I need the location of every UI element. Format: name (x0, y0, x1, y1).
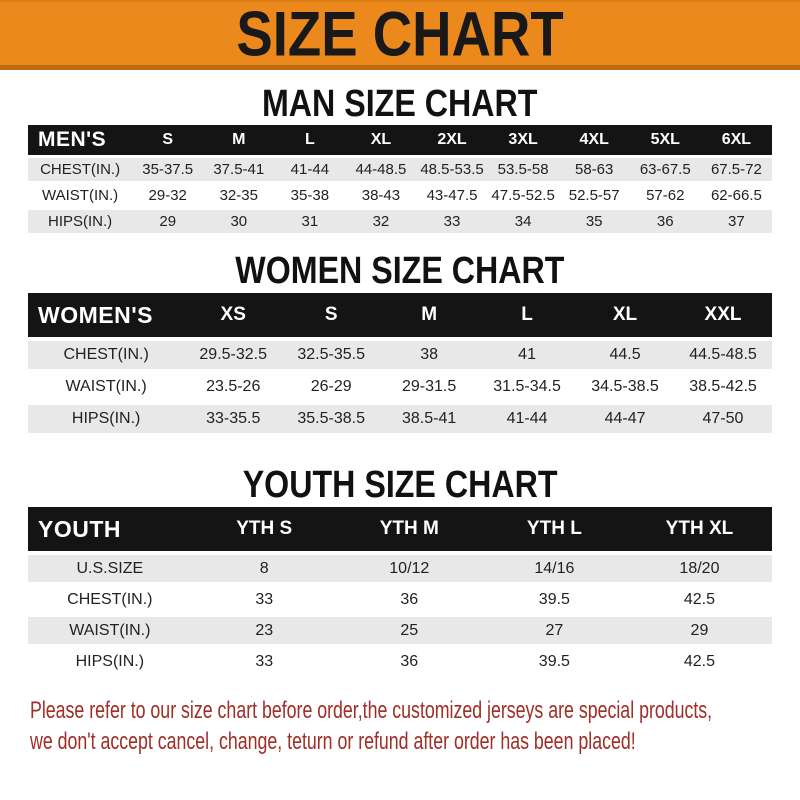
table-header-label: MEN'S (28, 125, 132, 155)
size-value-cell: 10/12 (337, 555, 482, 582)
size-column-header: L (274, 125, 345, 155)
size-value-cell: 14/16 (482, 555, 627, 582)
size-value-cell: 39.5 (482, 586, 627, 613)
measurement-label: HIPS(IN.) (28, 405, 184, 433)
youth-section-title (0, 463, 800, 506)
size-value-cell: 35.5-38.5 (282, 405, 380, 433)
size-value-cell: 29 (132, 210, 203, 233)
size-value-cell: 32.5-35.5 (282, 341, 380, 369)
size-value-cell: 18/20 (627, 555, 772, 582)
size-value-cell: 44-47 (576, 405, 674, 433)
size-column-header: 2XL (416, 125, 487, 155)
size-column-header: 4XL (559, 125, 630, 155)
measurement-row (28, 586, 772, 613)
women-section-title-text: WOMEN SIZE CHART (235, 249, 565, 292)
size-value-cell: 42.5 (627, 586, 772, 613)
size-column-header: YTH S (192, 507, 337, 551)
size-value-cell: 44.5 (576, 341, 674, 369)
table-header-row (28, 293, 772, 337)
size-column-header: S (132, 125, 203, 155)
order-disclaimer (30, 695, 800, 757)
size-value-cell: 33 (416, 210, 487, 233)
measurement-label: WAIST(IN.) (28, 373, 184, 401)
measurement-label: HIPS(IN.) (28, 210, 132, 233)
size-value-cell: 47.5-52.5 (488, 184, 559, 207)
size-value-cell: 47-50 (674, 405, 772, 433)
measurement-label: WAIST(IN.) (28, 184, 132, 207)
measurement-row (28, 373, 772, 401)
size-value-cell: 35-38 (274, 184, 345, 207)
size-column-header: XS (184, 293, 282, 337)
measurement-row (28, 341, 772, 369)
size-value-cell: 67.5-72 (701, 158, 772, 181)
size-column-header: XL (576, 293, 674, 337)
measurement-row (28, 184, 772, 207)
size-value-cell: 37 (701, 210, 772, 233)
size-value-cell: 42.5 (627, 648, 772, 675)
man-section-title (0, 82, 800, 125)
size-value-cell: 58-63 (559, 158, 630, 181)
size-column-header: L (478, 293, 576, 337)
size-value-cell: 29.5-32.5 (184, 341, 282, 369)
size-value-cell: 25 (337, 617, 482, 644)
measurement-label: U.S.SIZE (28, 555, 192, 582)
banner-title: SIZE CHART (236, 0, 564, 70)
size-value-cell: 52.5-57 (559, 184, 630, 207)
size-column-header: S (282, 293, 380, 337)
size-value-cell: 57-62 (630, 184, 701, 207)
size-column-header: XL (345, 125, 416, 155)
size-value-cell: 63-67.5 (630, 158, 701, 181)
size-value-cell: 62-66.5 (701, 184, 772, 207)
size-value-cell: 41 (478, 341, 576, 369)
size-value-cell: 23.5-26 (184, 373, 282, 401)
size-column-header: M (203, 125, 274, 155)
size-value-cell: 38 (380, 341, 478, 369)
size-value-cell: 38.5-41 (380, 405, 478, 433)
table-header-label: WOMEN'S (28, 293, 184, 337)
measurement-row (28, 405, 772, 433)
table-header-row (28, 125, 772, 155)
size-value-cell: 8 (192, 555, 337, 582)
size-column-header: 3XL (488, 125, 559, 155)
size-value-cell: 23 (192, 617, 337, 644)
women-section-title (0, 249, 800, 292)
size-value-cell: 38-43 (345, 184, 416, 207)
size-column-header: M (380, 293, 478, 337)
size-value-cell: 33 (192, 648, 337, 675)
size-value-cell: 29-31.5 (380, 373, 478, 401)
table-header-row (28, 507, 772, 551)
youth-section-title-text: YOUTH SIZE CHART (242, 463, 558, 506)
measurement-label: CHEST(IN.) (28, 158, 132, 181)
size-value-cell: 29 (627, 617, 772, 644)
size-value-cell: 43-47.5 (416, 184, 487, 207)
measurement-row (28, 158, 772, 181)
size-value-cell: 29-32 (132, 184, 203, 207)
size-column-header: 5XL (630, 125, 701, 155)
men-size-table (28, 122, 772, 236)
size-value-cell: 36 (630, 210, 701, 233)
size-value-cell: 37.5-41 (203, 158, 274, 181)
size-chart-banner (0, 0, 800, 70)
size-value-cell: 33-35.5 (184, 405, 282, 433)
size-value-cell: 30 (203, 210, 274, 233)
size-value-cell: 38.5-42.5 (674, 373, 772, 401)
size-value-cell: 34 (488, 210, 559, 233)
size-value-cell: 32 (345, 210, 416, 233)
size-column-header: XXL (674, 293, 772, 337)
size-value-cell: 35-37.5 (132, 158, 203, 181)
size-value-cell: 39.5 (482, 648, 627, 675)
size-value-cell: 36 (337, 586, 482, 613)
youth-size-table (28, 503, 772, 679)
size-value-cell: 31 (274, 210, 345, 233)
size-column-header: YTH XL (627, 507, 772, 551)
size-value-cell: 26-29 (282, 373, 380, 401)
measurement-label: WAIST(IN.) (28, 617, 192, 644)
measurement-label: CHEST(IN.) (28, 341, 184, 369)
size-value-cell: 27 (482, 617, 627, 644)
size-value-cell: 36 (337, 648, 482, 675)
size-column-header: YTH M (337, 507, 482, 551)
size-column-header: YTH L (482, 507, 627, 551)
size-column-header: 6XL (701, 125, 772, 155)
disclaimer-line-2: we don't accept cancel, change, teturn or refund after order has been placed! (30, 728, 636, 755)
size-value-cell: 34.5-38.5 (576, 373, 674, 401)
measurement-label: CHEST(IN.) (28, 586, 192, 613)
size-value-cell: 48.5-53.5 (416, 158, 487, 181)
man-section-title-text: MAN SIZE CHART (262, 82, 538, 125)
measurement-row (28, 210, 772, 233)
size-value-cell: 44.5-48.5 (674, 341, 772, 369)
measurement-label: HIPS(IN.) (28, 648, 192, 675)
size-value-cell: 32-35 (203, 184, 274, 207)
measurement-row (28, 648, 772, 675)
disclaimer-line-1: Please refer to our size chart before order,the customized jerseys are special products, (30, 697, 713, 724)
size-value-cell: 53.5-58 (488, 158, 559, 181)
size-value-cell: 41-44 (478, 405, 576, 433)
women-size-table (28, 289, 772, 437)
size-value-cell: 35 (559, 210, 630, 233)
size-value-cell: 41-44 (274, 158, 345, 181)
measurement-row (28, 617, 772, 644)
size-value-cell: 33 (192, 586, 337, 613)
measurement-row (28, 555, 772, 582)
size-value-cell: 31.5-34.5 (478, 373, 576, 401)
table-header-label: YOUTH (28, 507, 192, 551)
size-value-cell: 44-48.5 (345, 158, 416, 181)
